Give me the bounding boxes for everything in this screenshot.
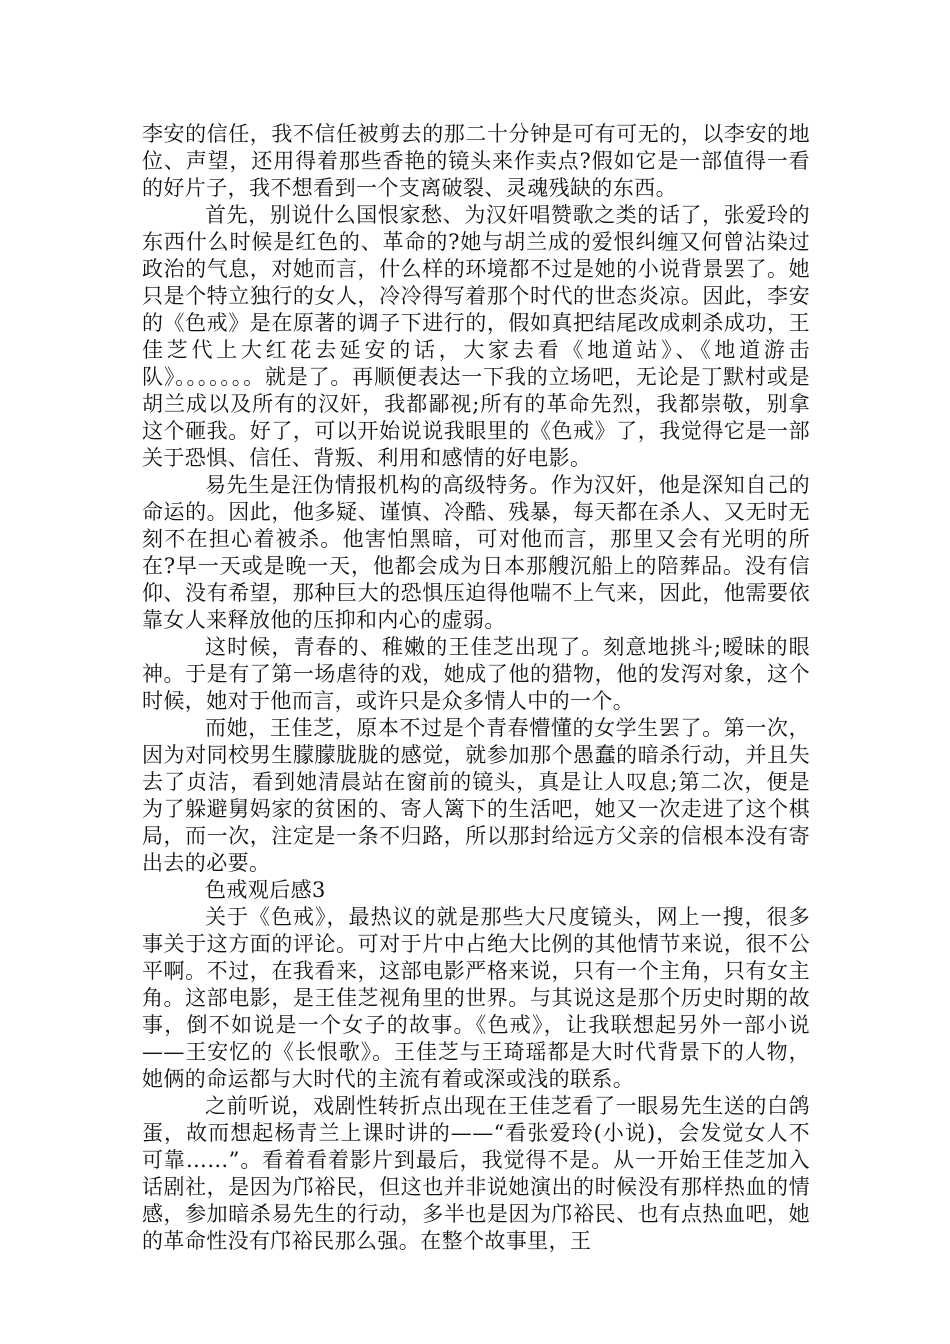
paragraph: 而她，王佳芝，原本不过是个青春懵懂的女学生罢了。第一次，因为对同校男生朦朦胧胧的感觉，就参加那个愚蠢的暗杀行动，并且失去了贞洁，看到她清晨站在窗前的镜头，真是让人叹息;第二次，便是为了躲避舅妈家的贫困的、寄人篱下的生活吧，她又一次走进了这个棋局，而一次，注定是一条不归路，所以那封给远方父亲的信根本没有寄出去的必要。 <box>142 716 810 875</box>
paragraph: 这时候，青春的、稚嫩的王佳芝出现了。刻意地挑斗;暧昧的眼神。于是有了第一场虐待的戏，她成了他的猎物，他的发泻对象，这个时候，她对于他而言，或许只是众多情人中的一个。 <box>142 635 810 713</box>
paragraph: 李安的信任，我不信任被剪去的那二十分钟是可有可无的，以李安的地位、声望，还用得着那些香艳的镜头来作卖点?假如它是一部值得一看的好片子，我不想看到一个支离破裂、灵魂残缺的东西。 <box>142 122 810 200</box>
section-heading: 色戒观后感3 <box>205 878 326 902</box>
paragraph: 之前听说，戏剧性转折点出现在王佳芝看了一眼易先生送的白鸽蛋，故而想起杨青兰上课时讲的——“看张爱玲(小说)，会发觉女人不可靠……”。看着看着影片到最后，我觉得不是。从一开始王佳芝加入话剧社，是因为邝裕民，但这也并非说她演出的时候没有那样热血的情感，参加暗杀易先生的行动，多半也是因为邝裕民、也有点热血吧，她的革命性没有邝裕民那么强。在整个故事里，王 <box>142 1094 810 1253</box>
paragraph: 关于《色戒》，最热议的就是那些大尺度镜头，网上一搜，很多事关于这方面的评论。可对于片中占绝大比例的其他情节来说，很不公平啊。不过，在我看来，这部电影严格来说，只有一个主角，只有女主角。这部电影，是王佳芝视角里的世界。与其说这是那个历史时期的故事，倒不如说是一个女子的故事。《色戒》，让我联想起另外一部小说——王安忆的《长恨歌》。王佳芝与王琦瑶都是大时代背景下的人物，她俩的命运都与大时代的主流有着或深或浅的联系。 <box>142 905 810 1091</box>
paragraph: 首先，别说什么国恨家愁、为汉奸唱赞歌之类的话了，张爱玲的东西什么时候是红色的、革命的?她与胡兰成的爱恨纠缠又何曾沾染过政治的气息，对她而言，什么样的环境都不过是她的小说背景罢了。她只是个特立独行的女人，冷冷得写着那个时代的世态炎凉。因此，李安的《色戒》是在原著的调子下进行的，假如真把结尾改成刺杀成功，王佳芝代上大红花去延安的话，大家去看《地道站》、《地道游击队》。。。。。。。就是了。再顺便表达一下我的立场吧，无论是丁默村或是胡兰成以及所有的汉奸，我都鄙视;所有的革命先烈，我都崇敬，别拿这个砸我。好了，可以开始说说我眼里的《色戒》了，我觉得它是一部关于恐惧、信任、背叛、利用和感情的好电影。 <box>142 203 810 470</box>
document-body <box>142 121 810 1255</box>
paragraph: 易先生是汪伪情报机构的高级特务。作为汉奸，他是深知自己的命运的。因此，他多疑、谨慎、冷酷、残暴，每天都在杀人、又无时无刻不在担心着被杀。他害怕黑暗，可对他而言，那里又会有光明的所在?早一天或是晚一天，他都会成为日本那艘沉船上的陪葬品。没有信仰、没有希望，那种巨大的恐惧压迫得他喘不上气来，因此，他需要依靠女人来释放他的压抑和内心的虚弱。 <box>142 473 810 632</box>
